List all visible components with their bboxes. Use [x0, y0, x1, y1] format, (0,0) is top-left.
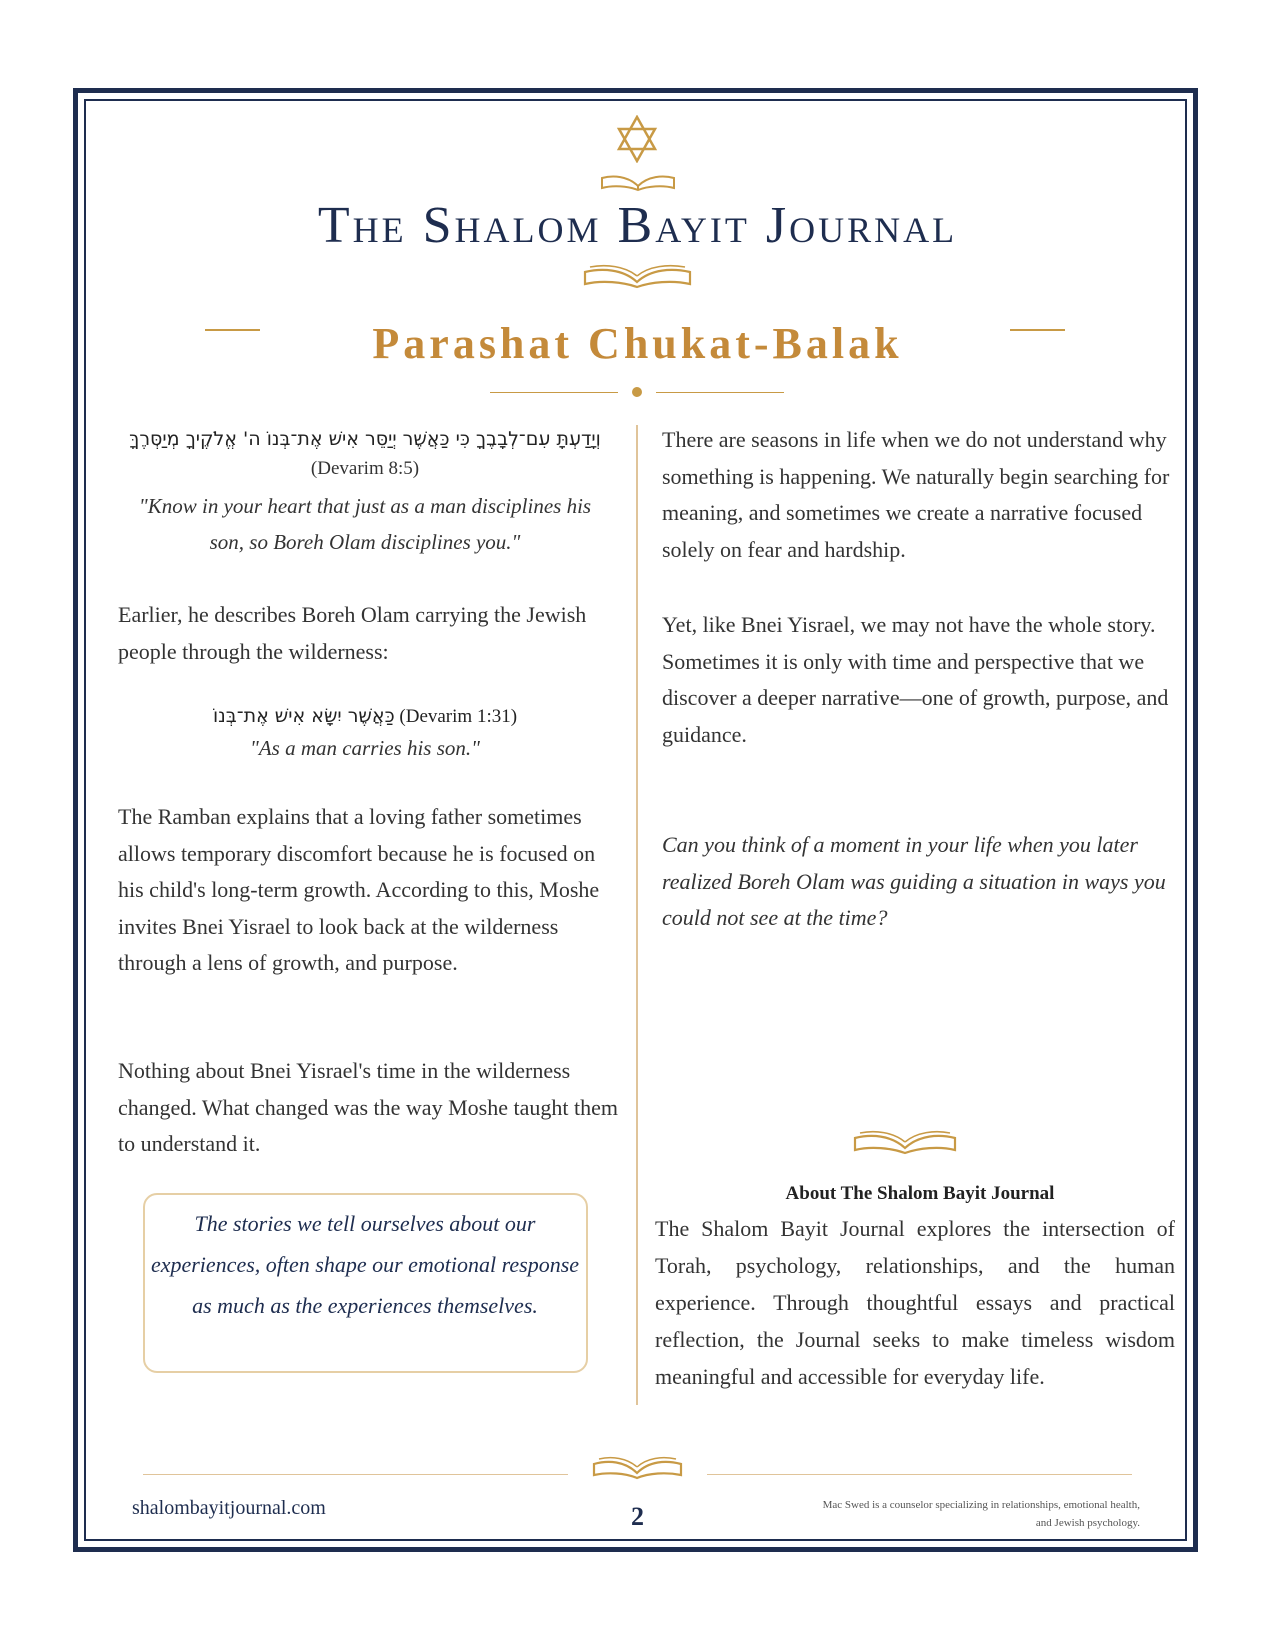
verse-source: (Devarim 8:5): [310, 458, 420, 479]
about-body: The Shalom Bayit Journal explores the intersection of Torah, psychology, relationships, and the human experience. Through thoughtful essays and practical reflection, the Journal seeks to make timeless wisdom meaningful and accessible for everyday life.: [655, 1216, 1175, 1389]
paragraph-ramban: The Ramban explains that a loving father sometimes allows temporary discomfort because he is focused on his child's long-term growth. According to this, Moshe invites Bnei Yisrael to look back at the wilderness through a lens of growth, and purpose.: [118, 804, 600, 975]
column-divider: [636, 425, 638, 1405]
paragraph-nothing-changed: Nothing about Bnei Yisrael's time in the wilderness changed. What changed was the way Moshe taught them to understand it.: [118, 1058, 618, 1156]
verse2-hebrew: כַּאֲשֶׁר יִשָּׂא אִישׁ אֶת־בְּנוֹ: [212, 705, 395, 727]
open-book-icon: [580, 262, 695, 290]
reflection-question: Can you think of a moment in your life when you later realized Boreh Olam was guiding a situation in ways you could not see at the time?: [662, 832, 1166, 930]
open-book-icon: [598, 170, 678, 192]
journal-title: The Shalom Bayit Journal: [317, 197, 958, 254]
verse2-translation: "As a man carries his son.": [250, 736, 480, 760]
paragraph-seasons: There are seasons in life when we do not understand why something is happening. We naturally begin searching for meaning, and sometimes we create a narrative focused solely on fear and hardship.: [662, 427, 1170, 562]
author-note: Mac Swed is a counselor specializing in relationships, emotional health, and Jewish psychology.: [822, 1499, 1140, 1529]
parasha-title: Parashat Chukat-Balak: [372, 319, 903, 368]
open-book-icon: [850, 1128, 960, 1156]
divider-left: [490, 392, 618, 393]
divider-right: [656, 392, 784, 393]
star-of-david-icon: [615, 115, 659, 163]
pull-quote: The stories we tell ourselves about our experiences, often shape our emotional response as much as the experiences themselves.: [150, 1211, 580, 1318]
page-number: 2: [631, 1502, 644, 1531]
verse2: [120, 705, 610, 728]
site-url[interactable]: shalombayitjournal.com: [132, 1497, 326, 1519]
paragraph-earlier: Earlier, he describes Boreh Olam carrying the Jewish people through the wilderness:: [118, 602, 587, 664]
open-book-icon: [590, 1455, 685, 1481]
about-heading: About The Shalom Bayit Journal: [785, 1183, 1055, 1204]
paragraph-whole-story: Yet, like Bnei Yisrael, we may not have the whole story. Sometimes it is only with time and perspective that we discover a deeper narrative—one of growth, purpose, and guidance.: [662, 612, 1169, 747]
footer-rule-left: [143, 1474, 568, 1475]
divider-dot: [632, 387, 642, 397]
title-rule-right: [1010, 329, 1065, 331]
verse-translation: "Know in your heart that just as a man disciplines his son, so Boreh Olam disciplines you.": [138, 494, 592, 554]
verse-hebrew: וְיָדַעְתָּ עִם־לְבָבֶךָ כִּי כַּאֲשֶׁר יְיַסֵּר אִישׁ אֶת־בְּנוֹ ה' אֱלֹקֶיךָ מְיַסְּרֶךָּ: [129, 428, 601, 450]
verse2-source: (Devarim 1:31): [399, 706, 518, 727]
footer-rule-right: [707, 1474, 1132, 1475]
